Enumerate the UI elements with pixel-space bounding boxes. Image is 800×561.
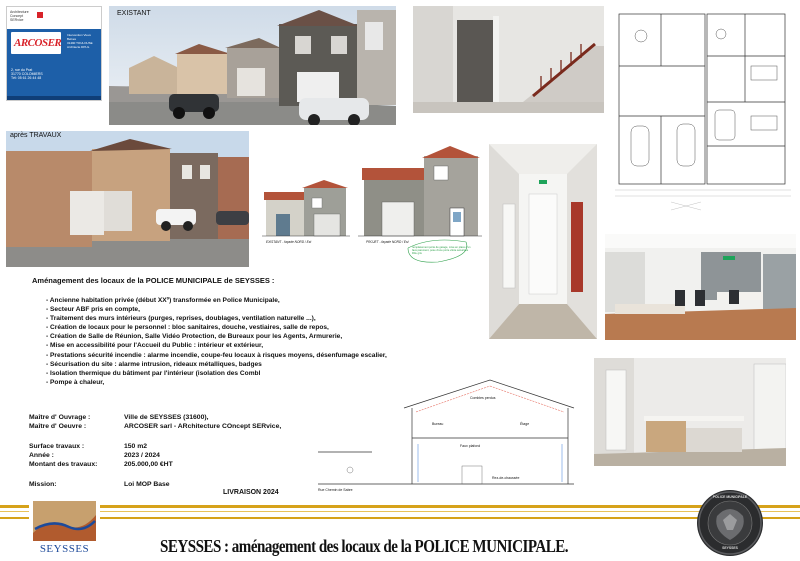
brand-box [11, 32, 61, 54]
footer-band-bottom [0, 517, 800, 519]
bullet-item: - Mise en accessibilité pour l'Accueil du Public : intérieur et extérieur, [46, 342, 264, 350]
floor-plan [611, 6, 795, 216]
photo-apres-travaux [6, 131, 249, 267]
maitre-oeuvre-label: Maître d' Oeuvre : [29, 423, 87, 430]
elevation-right-caption: PROJET - façade NORD / Est [366, 240, 409, 244]
photo-corridor [489, 144, 597, 339]
label-combles: Combles perdus [470, 396, 496, 400]
montant-label: Montant des travaux: [29, 461, 98, 468]
bullet-item: - Sécurisation du site : alarme intrusion, rideaux métalliques, badges [46, 360, 262, 368]
card-top-lines: Architecture Concept SERvice [10, 10, 29, 22]
police-badge [697, 490, 763, 556]
label-bureau: Bureau [432, 422, 444, 426]
bullet-item: - Ancienne habitation privée (début XXº) transformée en Police Municipale, [46, 297, 280, 304]
photo-staircase [413, 6, 604, 113]
elevation-note: remplacement porte de garage, mise en place d'un faux parement, pose d'une porte vitrée sécurisée RAL gris [412, 246, 471, 255]
bullet-item: - Prestations sécurité incendie : alarme incendie, coupe-feu locaux à risques moyens, désenfumage escalier, [46, 351, 387, 359]
surface-label: Surface travaux : [29, 443, 85, 450]
card-address: 2, rue du Prat 31770 COLOMIERS Tél: 05 61 26 44 48 [11, 68, 43, 80]
bullet-item: - Traitement des murs intérieurs (purges, reprises, doublages, ventilation naturelle ...), [46, 315, 316, 323]
maitre-oeuvre-value: ARCOSER sarl - ARchitecture COncept SERvice, [124, 423, 282, 430]
brand-name: ARCOSER [14, 37, 62, 49]
label-rdc: Rez-de-chaussée [492, 476, 520, 480]
footer-band-mid [0, 511, 800, 512]
label-faux-plafond: Faux plafond [460, 444, 481, 448]
badge-bottom-text: SEYSSES [722, 546, 738, 550]
label-rue: Rue Chemin de Sabre [318, 488, 353, 492]
photo-reception [594, 358, 786, 466]
bullet-item: - Création de locaux pour le personnel : bloc sanitaires, douche, vestiaires, salle de repos, [46, 324, 329, 332]
bullet-item: - Création de Salle de Réunion, Salle Vidéo Protection, de Bureaux pour les Agents, Armurerie, [46, 333, 343, 341]
existant-label: EXISTANT [117, 10, 151, 17]
annee-value: 2023 / 2024 [124, 452, 160, 459]
apres-travaux-label: après TRAVAUX [10, 132, 62, 139]
seysses-logo-text: SEYSSES [39, 543, 90, 555]
surface-value: 150 m2 [124, 443, 148, 450]
project-title: Aménagement des locaux de la POLICE MUNICIPALE de SEYSSES : [32, 276, 275, 285]
main-title: SEYSSES : aménagement des locaux de la POLICE MUNICIPALE. [160, 536, 569, 556]
elevation-drawings [258, 140, 488, 266]
badge-top-text: POLICE MUNICIPALE [712, 495, 748, 499]
bullet-item: - Isolation thermique du bâtiment par l'intérieur (isolation des Combl [46, 369, 261, 377]
card-side-lines: Intervention Vieux Belves 31490 TOULOUSE Architecte DPLG [67, 33, 93, 49]
seysses-logo [29, 499, 100, 559]
section-drawing [312, 372, 580, 496]
montant-value: 205.000,00 €HT [124, 461, 173, 468]
bullet-item: - Secteur ABF pris en compte, [46, 306, 140, 314]
photo-existant [109, 6, 396, 125]
maitre-ouvrage-value: Ville de SEYSSES (31600), [124, 414, 209, 421]
bullet-item: - Pompe à chaleur, [46, 378, 105, 386]
card-header [7, 7, 101, 29]
arcoser-card [6, 6, 102, 101]
livraison: LIVRAISON 2024 [223, 489, 279, 496]
label-etage: Étage [520, 422, 530, 426]
mission-label: Mission: [29, 481, 57, 488]
mission-value: Loi MOP Base [124, 481, 170, 488]
photo-office [605, 234, 796, 340]
elevation-left-caption: EXISTANT - façade NORD / Est [266, 240, 312, 244]
maitre-ouvrage-label: Maître d' Ouvrage : [29, 414, 91, 421]
footer-band-top [0, 505, 800, 508]
logo-mark [37, 12, 43, 18]
annee-label: Année : [29, 452, 54, 459]
